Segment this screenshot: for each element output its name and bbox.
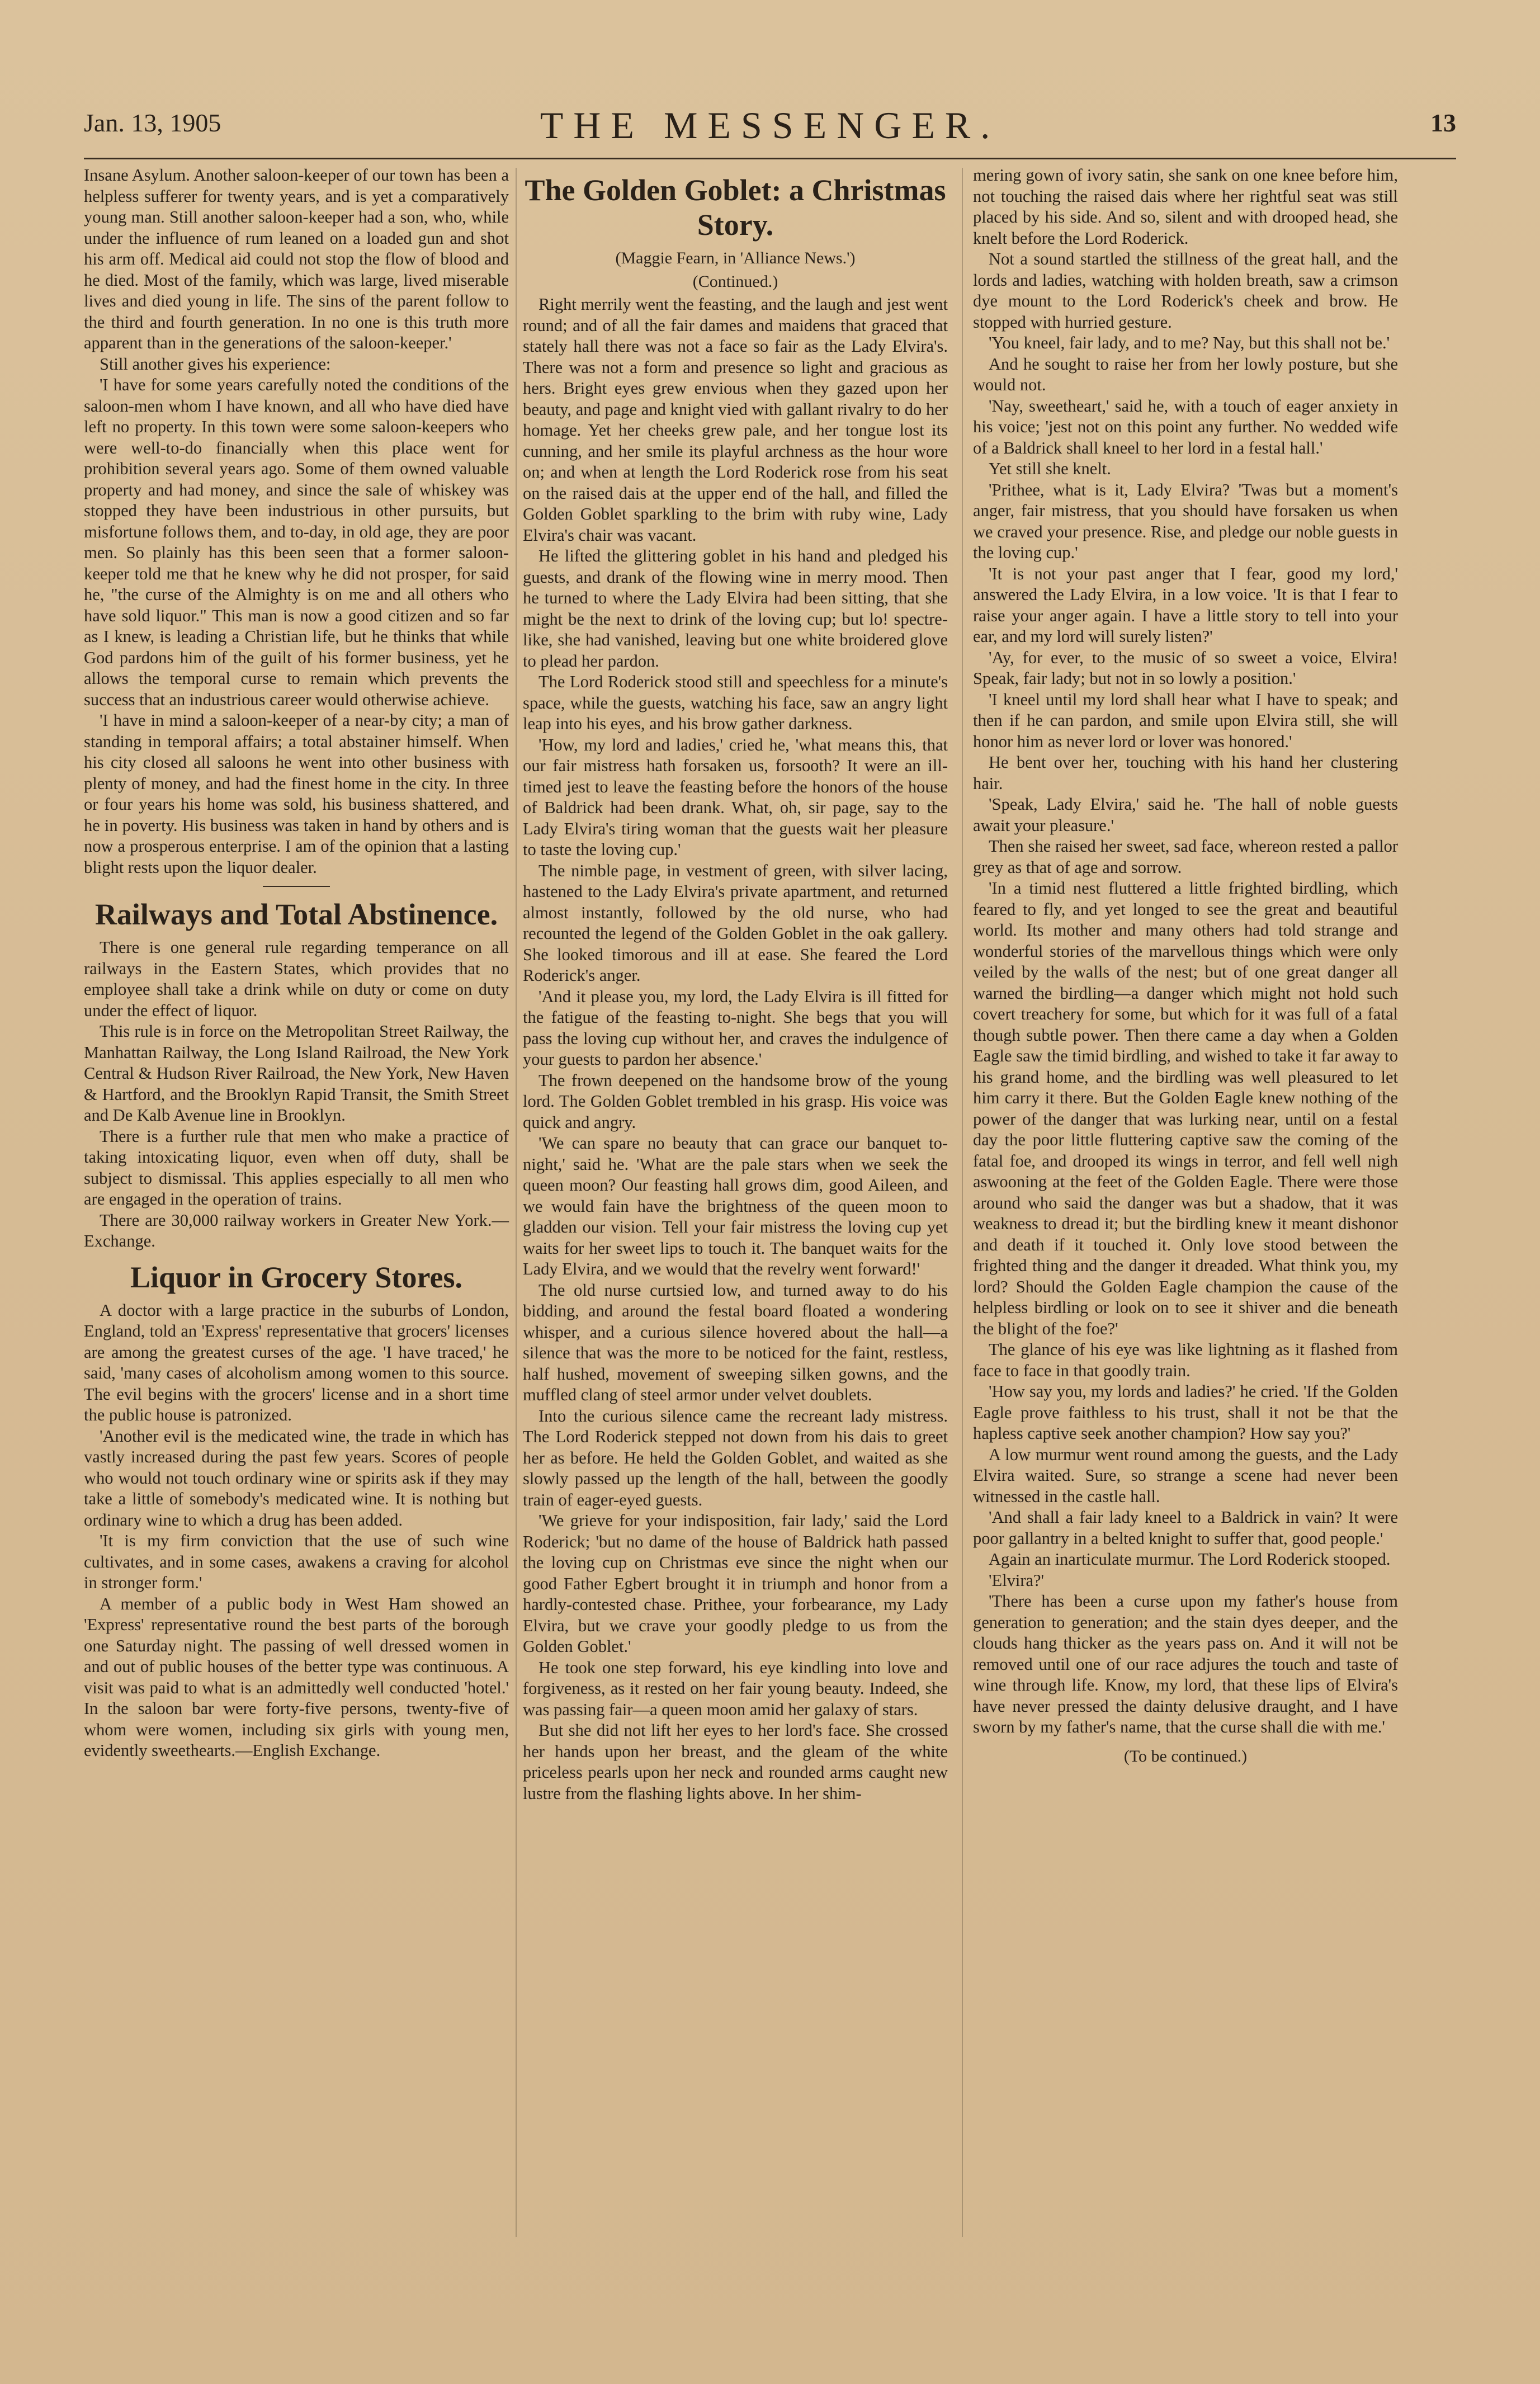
article-paragraph: And he sought to raise her from her lowly posture, but she would not. bbox=[973, 354, 1398, 394]
article-paragraph: There are 30,000 railway workers in Greater New York.—Exchange. bbox=[84, 1210, 509, 1250]
column-divider bbox=[516, 168, 517, 2237]
article-paragraph: 'Another evil is the medicated wine, the trade in which has vastly increased during the past few years. Scores of people who would not touch ordinary wine or spirits ask if they may take a little of somebody's medicated wine. It is nothing but ordinary wine to which a drug has been added. bbox=[84, 1426, 509, 1529]
article-paragraph: mering gown of ivory satin, she sank on one knee before him, not touching the raised dais where her rightful seat was still placed by his side. And so, silent and with drooped head, she knelt before the Lord Roderick. bbox=[973, 166, 1398, 248]
article-paragraph: 'We can spare no beauty that can grace our banquet to-night,' said he. 'What are the pale stars when we seek the queen moon? Our feasting hall grows dim, good Aileen, and we would fain have the brightness of the queen moon to gladden our vision. Tell your fair mistress the loving cup yet waits for her sweet lips to touch it. The banquet waits for the Lady Elvira, and we would that the revelry went forward!' bbox=[523, 1134, 948, 1278]
article-paragraph: A member of a public body in West Ham showed an 'Express' representative round the best parts of the borough one Saturday night. The passing of well dressed women in and out of public houses of the better type was continuous. A visit was paid to what is an admittedly well conducted 'hotel.' In the saloon bar were forty-five persons, twenty-five of whom were women, including six girls with young men, evidently sweethearts.—English Exchange. bbox=[84, 1594, 509, 1760]
article-paragraph: He bent over her, touching with his hand her clustering hair. bbox=[973, 753, 1398, 793]
article-paragraph: 'We grieve for your indisposition, fair lady,' said the Lord Roderick; 'but no dame of the house of Baldrick hath passed the loving cup on Christmas eve since the night when our good Father Egbert brought it in triumph and honor from a hardly-contested chase. Prithee, your forbearance, my Lady Elvira, but we crave your goodly pledge to us from the Golden Goblet.' bbox=[523, 1511, 948, 1656]
article-paragraph: He lifted the glittering goblet in his hand and pledged his guests, and drank of the flowing wine in merry mood. Then he turned to where the Lady Elvira had been sitting, that she might be the next to drink of the loving cup; but lo! spectre-like, she had vanished, leaving but one white broidered glove to plead her pardon. bbox=[523, 546, 948, 671]
column-1 bbox=[84, 165, 509, 1762]
article-paragraph: 'Nay, sweetheart,' said he, with a touch of eager anxiety in his voice; 'jest not on this point any further. No wedded wife of a Baldrick shall kneel to her lord in a festal hall.' bbox=[973, 396, 1398, 457]
article-paragraph: 'It is not your past anger that I fear, good my lord,' answered the Lady Elvira, in a low voice. 'It is that I fear to raise your anger again. I have a little story to tell into your ear, and my lord will surely listen?' bbox=[973, 564, 1398, 646]
article-paragraph: Right merrily went the feasting, and the laugh and jest went round; and of all the fair dames and maidens that graced that stately hall there was not a face so fair as the Lady Elvira's. There was not a form and presence so light and gracious as hers. Bright eyes grew envious when they gazed upon her beauty, and page and knight vied with gallant rivalry to do her homage. Yet her cheeks grew pale, and her tongue lost its cunning, and her smile its playful archness as the hour wore on; and when at length the Lord Roderick rose from his seat on the raised dais at the upper end of the hall, and filled the Golden Goblet sparkling to the brim with ruby wine, Lady Elvira's chair was vacant. bbox=[523, 295, 948, 545]
column-3 bbox=[973, 165, 1398, 1767]
article-paragraph: But she did not lift her eyes to her lord's face. She crossed her hands upon her breast, and the gleam of the white priceless pearls upon her neck and rounded arms caught new lustre from the flashing lights above. In her shim- bbox=[523, 1721, 948, 1803]
article-paragraph: 'Speak, Lady Elvira,' said he. 'The hall of noble guests await your pleasure.' bbox=[973, 795, 1398, 835]
article-paragraph: This rule is in force on the Metropolitan Street Railway, the Manhattan Railway, the Long Island Railroad, the New York Central & Hudson River Railroad, the New York, New Haven & Hartford, and the Brooklyn Rapid Transit, the Smith Street and De Kalb Avenue line in Brooklyn. bbox=[84, 1022, 509, 1125]
to-be-continued: (To be continued.) bbox=[1123, 1746, 1248, 1765]
page-number: 13 bbox=[1430, 108, 1456, 137]
article-paragraph: 'I have in mind a saloon-keeper of a near-by city; a man of standing in temporal affairs; a total abstainer himself. When his city closed all saloons he went into other business with plenty of money, and had the finest home in the city. In three or four years his home was sold, his business shattered, and he in poverty. His business was taken in hand by others and is now a prosperous enterprise. I am of the opinion that a lasting blight rests upon the liquor dealer. bbox=[84, 711, 509, 877]
issue-date: Jan. 13, 1905 bbox=[84, 108, 221, 137]
article-paragraph: 'You kneel, fair lady, and to me? Nay, but this shall not be.' bbox=[989, 333, 1390, 352]
article-paragraph: Into the curious silence came the recreant lady mistress. The Lord Roderick stepped not down from his dais to greet her as before. He held the Golden Goblet, and waited as she slowly passed up the length of the hall, between the goodly train of eager-eyed guests. bbox=[523, 1406, 948, 1509]
article-paragraph: The frown deepened on the handsome brow of the young lord. The Golden Goblet trembled in his grasp. His voice was quick and angry. bbox=[523, 1070, 948, 1132]
article-paragraph: Not a sound startled the stillness of the great hall, and the lords and ladies, watching with holden breath, saw a crimson dye mount to the Lord Roderick's cheek and brow. He stopped with hurried gesture. bbox=[973, 249, 1398, 332]
article-paragraph: 'Elvira?' bbox=[989, 1570, 1045, 1590]
article-paragraph: 'I have for some years carefully noted the conditions of the saloon-men whom I have known, and all who have died have left no property. In this town were some saloon-keepers who were well-to-do financially when this place went for prohibition several years ago. Some of them owned valuable property and had money, and since the sale of whiskey was stopped they have been industrious in other pursuits, but misfortune follows them, and to-day, in old age, they are poor men. So plainly has this been seen that a former saloon-keeper told me that he knew why he did not prosper, for said he, "the curse of the Almighty is on me and all others who have sold liquor." This man is now a good citizen and so far as I knew, is leading a Christian life, but he thinks that while God pardons him of the guilt of his former business, yet he allows the temporal curse to remain which prevents the success that an industrious career would otherwise achieve. bbox=[84, 375, 509, 709]
article-paragraph: 'And shall a fair lady kneel to a Baldrick in vain? It were poor gallantry in a belted knight to suffer that, good people.' bbox=[973, 1508, 1398, 1548]
article-paragraph: He took one step forward, his eye kindling into love and forgiveness, as it rested on her fair young beauty. Indeed, she was passing fair—a queen moon amid her galaxy of stars. bbox=[523, 1658, 948, 1719]
column-divider bbox=[962, 168, 963, 2237]
article-paragraph: The Lord Roderick stood still and speechless for a minute's space, while the guests, watching his face, saw an angry light leap into his eyes, and his brow gather darkness. bbox=[523, 672, 948, 733]
article-paragraph: 'I kneel until my lord shall hear what I have to speak; and then if he can pardon, and smile upon Elvira still, she will honor him as never lord or lover was honored.' bbox=[973, 690, 1398, 751]
newspaper-title: THE MESSENGER. bbox=[540, 104, 1000, 147]
headline-grocery: Liquor in Grocery Stores. bbox=[130, 1260, 462, 1294]
article-paragraph: A doctor with a large practice in the suburbs of London, England, told an 'Express' representative that grocers' licenses are among the greatest curses of the age. 'I have traced,' he said, 'many cases of alcoholism among women to this source. The evil begins with the grocers' license and in a short time the public house is patronized. bbox=[84, 1300, 509, 1424]
article-paragraph: The nimble page, in vestment of green, with silver lacing, hastened to the Lady Elvira's private apartment, and returned almost instantly, followed by the old nurse, who had recounted the legend of the Golden Goblet in the oak gallery. She looked timorous and ill at ease. She feared the Lord Roderick's anger. bbox=[523, 861, 948, 985]
section-separator bbox=[263, 886, 330, 887]
article-paragraph: 'How say you, my lords and ladies?' he cried. 'If the Golden Eagle prove faithless to his trust, shall it not be that the hapless captive seek another champion? How say you?' bbox=[973, 1382, 1398, 1443]
article-paragraph: There is one general rule regarding temperance on all railways in the Eastern States, which provides that no employee shall take a drink while on duty or come on duty under the effect of liquor. bbox=[84, 938, 509, 1020]
masthead-rule bbox=[84, 158, 1456, 159]
article-paragraph: 'Ay, for ever, to the music of so sweet a voice, Elvira! Speak, fair lady; but not in so lowly a position.' bbox=[973, 648, 1398, 688]
article-paragraph: Again an inarticulate murmur. The Lord Roderick stooped. bbox=[989, 1550, 1391, 1569]
article-paragraph: 'In a timid nest fluttered a little frighted birdling, which feared to fly, and yet longed to see the great and beautiful world. Its mother and many others had told strange and wonderful stories of the marvellous things which were only veiled by the walls of the nest; but of one great danger all warned the birdling—a danger which might not hold such covert treachery for some, but which for it was full of a fatal though subtle power. Then there came a day when a Golden Eagle saw the timid birdling, and wished to take it far away to his grand home, and the birdling was well pleasured to let him carry it there. But the Golden Eagle knew nothing of the power of the danger that was lurking near, until on a festal day the poor little fluttering captive saw the coming of the fatal foe, and drooped its wings in terror, and fell well nigh aswooning at the feet of the Golden Eagle. There were those around who said the danger was but a shadow, that it was weakness to dread it; but the birdling knew it meant dishonor and death if it touched it. Only love stood between the frighted thing and the danger it dreaded. What think you, my lord? Should the Golden Eagle champion the cause of the helpless birdling or look on to see it shiver and die beneath the blight of the foe?' bbox=[973, 879, 1398, 1338]
article-paragraph: 'And it please you, my lord, the Lady Elvira is ill fitted for the fatigue of the feasting to-night. She begs that you will pass the loving cup without her, and craves the indulgence of your guests to pardon her absence.' bbox=[523, 986, 948, 1069]
masthead bbox=[84, 103, 1456, 148]
article-paragraph: The old nurse curtsied low, and turned away to do his bidding, and around the festal board floated a wondering whisper, and a curious silence hovered about the hall—a silence that was the more to be noticed for the faint, restless, half hushed, movement of sweeping silken gowns, and the muffled clang of steel armor under velvet doublets. bbox=[523, 1280, 948, 1404]
article-paragraph: 'How, my lord and ladies,' cried he, 'what means this, that our fair mistress hath forsaken us, forsooth? It were an ill-timed jest to leave the feasting before the honors of the house of Baldrick had been drank. What, oh, sir page, say to the Lady Elvira's tiring woman that the guests wait her pleasure to taste the loving cup.' bbox=[523, 735, 948, 859]
column-2 bbox=[523, 165, 948, 1804]
continued-label: (Continued.) bbox=[692, 272, 778, 291]
article-paragraph: Yet still she knelt. bbox=[989, 459, 1111, 478]
headline-railways: Railways and Total Abstinence. bbox=[95, 898, 498, 931]
article-paragraph: Then she raised her sweet, sad face, whereon rested a pallor grey as that of age and sorrow. bbox=[973, 837, 1398, 877]
article-paragraph: 'It is my firm conviction that the use of such wine cultivates, and in some cases, awakens a craving for alcohol in stronger form.' bbox=[84, 1531, 509, 1592]
headline-golden-goblet: The Golden Goblet: a Christmas Story. bbox=[525, 173, 946, 242]
article-paragraph: 'Prithee, what is it, Lady Elvira? 'Twas but a moment's anger, fair mistress, that you should have forsaken us when we craved your presence. Rise, and pledge our noble guests in the loving cup.' bbox=[973, 480, 1398, 562]
article-paragraph: There is a further rule that men who make a practice of taking intoxicating liquor, even when off duty, shall be subject to dismissal. This applies especially to all men who are engaged in the operation of trains. bbox=[84, 1126, 509, 1208]
byline: (Maggie Fearn, in 'Alliance News.') bbox=[615, 249, 856, 267]
article-paragraph: The glance of his eye was like lightning as it flashed from face to face in that goodly train. bbox=[973, 1340, 1398, 1380]
article-paragraph: Still another gives his experience: bbox=[100, 354, 331, 374]
article-paragraph: 'There has been a curse upon my father's house from generation to generation; and the stain dyes deeper, and the clouds hang thicker as the years pass on. And it will not be removed until one of our race adjures the touch and taste of wine through life. Know, my lord, that these lips of Elvira's have never pressed the dainty delusive draught, and I have sworn by my father's name, that the curse shall die with me.' bbox=[973, 1592, 1398, 1736]
article-paragraph: A low murmur went round among the guests, and the Lady Elvira waited. Sure, so strange a scene had never been witnessed in the castle hall. bbox=[973, 1444, 1398, 1506]
article-paragraph: Insane Asylum. Another saloon-keeper of our town has been a helpless sufferer for twenty years, and is yet a comparatively young man. Still another saloon-keeper had a son, who, while under the influence of rum leaned on a loaded gun and shot his arm off. Medical aid could not stop the flow of blood and he died. Most of the family, which was large, lived miserable lives and died young in life. The sins of the parent follow to the third and fourth generation. In no one is this truth more apparent than in the generations of the saloon-keeper.' bbox=[84, 166, 509, 352]
